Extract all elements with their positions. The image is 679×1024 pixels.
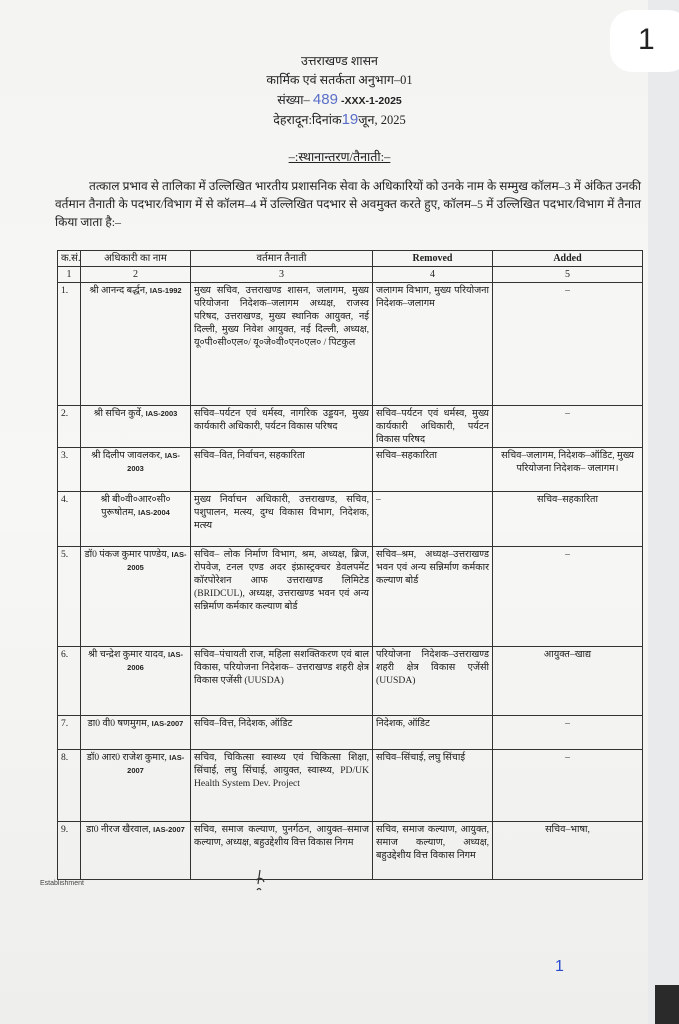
officer-name-cell — [81, 822, 191, 880]
order-date — [0, 111, 679, 128]
removed-posting: सचिव–सिंचाई, लघु सिंचाई — [373, 750, 493, 822]
establishment-note: Establishment — [40, 880, 84, 887]
serial-number: 4. — [58, 492, 81, 547]
table-header-row — [58, 251, 643, 267]
header-added: Added — [493, 251, 643, 267]
serial-number: 6. — [58, 647, 81, 716]
current-posting: सचिव, समाज कल्याण, पुनर्गठन, आयुक्त–समाज कल्याण, अध्यक्ष, बहुउद्देशीय वित्त विकास निगम — [191, 822, 373, 880]
serial-number: 2. — [58, 406, 81, 448]
removed-posting: सचिव, समाज कल्याण, आयुक्त, समाज कल्याण, अध्यक्ष, बहुउद्देशीय वित्त विकास निगम — [373, 822, 493, 880]
current-posting: मुख्य निर्वाचन अधिकारी, उत्तराखण्ड, सचिव, पशुपालन, मत्स्य, दुग्ध विकास विभाग, निदेशक, मत्स्य — [191, 492, 373, 547]
officer-name-cell — [81, 647, 191, 716]
column-number-row — [58, 267, 643, 283]
officer-name: श्री चन्द्रेश कुमार यादव, — [88, 649, 166, 660]
current-posting: मुख्य सचिव, उत्तराखण्ड शासन, जलागम, मुख्य परियोजना निदेशक–जलागम अध्यक्ष, राजस्व परिषद, उत्तराखण्ड, मुख्य स्थानिक आयुक्त, नई दिल्ली, मुख्य निवेश आयुक्त, नई दिल्ली, अध्यक्ष, यू०पी०सी०एल०/ यू०जे०वी०एन०एल० / पिटकुल — [191, 283, 373, 406]
officer-batch: IAS-2007 — [151, 719, 184, 728]
serial-number: 8. — [58, 750, 81, 822]
table-row — [58, 750, 643, 822]
officer-batch: IAS-1992 — [149, 286, 182, 295]
table-row — [58, 406, 643, 448]
officer-name-cell — [81, 448, 191, 492]
added-posting: सचिव–सहकारिता — [493, 492, 643, 547]
current-posting: सचिव–पर्यटन एवं धर्मस्व, नागरिक उड्डयन, मुख्य कार्यकारी अधिकारी, पर्यटन विकास परिषद — [191, 406, 373, 448]
col-number: 5 — [493, 267, 643, 283]
officer-name-cell — [81, 716, 191, 750]
officer-batch: IAS-2007 — [127, 753, 185, 775]
col-number: 1 — [58, 267, 81, 283]
handwritten-number: 489 — [312, 91, 338, 108]
serial-number: 3. — [58, 448, 81, 492]
officer-name: श्री सचिन कुर्वे, — [93, 408, 144, 419]
added-posting: – — [493, 750, 643, 822]
transfer-table — [57, 250, 643, 880]
header-current: वर्तमान तैनाती — [191, 251, 373, 267]
serial-number: 1. — [58, 283, 81, 406]
header-name: अधिकारी का नाम — [81, 251, 191, 267]
officer-name: श्री दिलीप जावलकर, — [91, 450, 163, 461]
removed-posting: सचिव–पर्यटन एवं धर्मस्व, मुख्य कार्यकारी अधिकारी, पर्यटन विकास परिषद — [373, 406, 493, 448]
page-number: 1 — [555, 958, 564, 975]
added-posting: सचिव–जलागम, निदेशक–ऑडिट, मुख्य परियोजना निदेशक– जलागम। — [493, 448, 643, 492]
number-suffix: -XXX-1-2025 — [341, 95, 402, 107]
serial-number: 5. — [58, 547, 81, 647]
officer-name: डा0 नीरज खैरवाल, — [86, 824, 151, 835]
added-posting: – — [493, 283, 643, 406]
header-sn: क.सं. — [58, 251, 81, 267]
removed-posting: जलागम विभाग, मुख्य परियोजना निदेशक–जलागम — [373, 283, 493, 406]
officer-name-cell — [81, 750, 191, 822]
added-posting: आयुक्त–खाद्य — [493, 647, 643, 716]
officer-name: श्री आनन्द बर्द्धन, — [89, 285, 148, 296]
officer-name: डॉ0 पंकज कुमार पाण्डेय, — [84, 549, 170, 560]
date-prefix: देहरादून:दिनांक — [273, 113, 342, 127]
removed-posting: – — [373, 492, 493, 547]
officer-name-cell — [81, 492, 191, 547]
subject-heading: –:स्थानान्तरण/तैनाती:– — [288, 150, 391, 164]
government-title: उत्तराखण्ड शासन — [301, 54, 378, 68]
officer-name: डा0 वी0 षणमुगम, — [87, 718, 150, 729]
number-prefix: संख्या– — [277, 93, 310, 107]
department-title: कार्मिक एवं सतर्कता अनुभाग–01 — [266, 73, 413, 87]
current-posting: सचिव–वित, निर्वाचन, सहकारिता — [191, 448, 373, 492]
order-body-text: तत्काल प्रभाव से तालिका में उल्लिखित भारतीय प्रशासनिक सेवा के अधिकारियों को उनके नाम के सम्मुख कॉलम–3 में अंकित उनकी वर्तमान तैनाती के पदभार/विभाग में से कॉलम–4 में उल्लिखित पदभार से अवमुक्त करते हुए, कॉलम–5 में उल्लिखित पदभार/विभाग में तैनात किया जाता है:– — [55, 179, 641, 229]
order-number — [0, 91, 679, 108]
col-number: 4 — [373, 267, 493, 283]
table-row — [58, 822, 643, 880]
table-row — [58, 547, 643, 647]
officer-name-cell — [81, 406, 191, 448]
date-suffix: जून, 2025 — [358, 113, 406, 127]
removed-posting: सचिव–श्रम, अध्यक्ष–उत्तराखण्ड भवन एवं अन्य सन्निर्माण कर्मकार कल्याण बोर्ड — [373, 547, 493, 647]
page-counter: 1 — [638, 23, 655, 56]
officer-name: श्री बी०वी०आर०सी० पुरूषोतम, — [100, 494, 171, 518]
added-posting: सचिव–भाषा, — [493, 822, 643, 880]
current-posting: सचिव–वित्त, निदेशक, ऑडिट — [191, 716, 373, 750]
officer-batch: IAS-2005 — [127, 550, 187, 572]
photo-corner — [655, 985, 679, 1024]
col-number: 2 — [81, 267, 191, 283]
col-number: 3 — [191, 267, 373, 283]
table-row — [58, 716, 643, 750]
removed-posting: परियोजना निदेशक–उत्तराखण्ड शहरी क्षेत्र विकास एजेंसी (UUSDA) — [373, 647, 493, 716]
removed-posting: निदेशक, ऑडिट — [373, 716, 493, 750]
officer-name-cell — [81, 547, 191, 647]
officer-batch: IAS-2004 — [138, 508, 170, 517]
current-posting: सचिव–पंचायती राज, महिला सशक्तिकरण एवं बाल विकास, परियोजना निदेशक– उत्तराखण्ड शहरी क्षेत्र विकास एजेंसी (UUSDA) — [191, 647, 373, 716]
table-row — [58, 647, 643, 716]
table-row — [58, 492, 643, 547]
officer-batch: IAS-2007 — [153, 825, 185, 834]
table-row — [58, 283, 643, 406]
officer-batch: IAS-2003 — [127, 451, 180, 473]
signature-mark — [252, 868, 272, 894]
current-posting: सचिव, चिकित्सा स्वास्थ्य एवं चिकित्सा शिक्षा, सिंचाई, लघु सिंचाई, आयुक्त, स्वास्थ्य, PD/UK Health System Dev. Project — [191, 750, 373, 822]
added-posting: – — [493, 547, 643, 647]
serial-number: 9. — [58, 822, 81, 880]
added-posting: – — [493, 716, 643, 750]
header-removed: Removed — [373, 251, 493, 267]
table-row — [58, 448, 643, 492]
removed-posting: सचिव–सहकारिता — [373, 448, 493, 492]
officer-name: डॉ0 आर0 राजेश कुमार, — [86, 752, 167, 763]
officer-name-cell — [81, 283, 191, 406]
added-posting: – — [493, 406, 643, 448]
serial-number: 7. — [58, 716, 81, 750]
officer-batch: IAS-2006 — [127, 650, 183, 672]
officer-batch: IAS-2003 — [145, 409, 178, 418]
current-posting: सचिव– लोक निर्माण विभाग, श्रम, अध्यक्ष, ब्रिज, रोपवेज, टनल एण्ड अदर इंफ्रास्ट्रक्चर डेवलपमेंट कॉरपोरेशन आफ उत्तराखण्ड लिमिटेड (BRIDCUL), अध्यक्ष, उत्तराखण्ड भवन एवं अन्य सन्निर्माण कर्मकार कल्याण बोर्ड — [191, 547, 373, 647]
handwritten-date: 19 — [341, 111, 359, 128]
